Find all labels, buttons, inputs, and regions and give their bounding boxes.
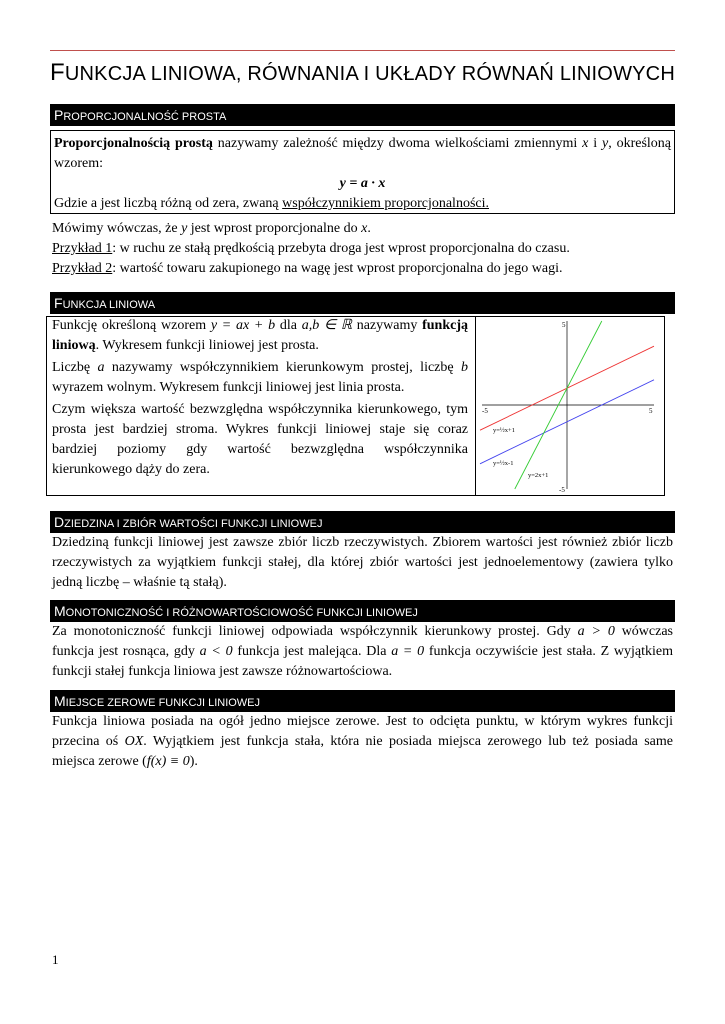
graph-svg	[476, 317, 663, 494]
series-label-2: y=½x-1	[493, 460, 514, 467]
tick-left: -5	[482, 407, 488, 415]
linear-function-text	[52, 316, 468, 480]
page-number: 1	[52, 952, 59, 967]
lf-para-3: Czym większa wartość bezwzględna współczynnika kierunkowego, tym prosta jest bardziej stroma. Wykres funkcji liniowej staje się coraz bardziej poziomy gdy wartość bezwzględna współczynnika kierunkowego dąży do zera.	[52, 402, 468, 477]
monotonicity-text: Za monotoniczność funkcji liniowej odpowiada współczynnik kierunkowy prostej. Gdy a > 0 wówczas funkcja jest rosnąca, gdy a < 0 funkcja jest malejąca. Dla a = 0 funkcja oczywiście jest stała. Z wyjątkiem funkcji stałej funkcja liniowa jest zawsze różnowartościowa.	[52, 624, 674, 679]
section-heading-monotonicznosc: MONOTONICZNOŚĆ I RÓŻNOWARTOŚCIOWOŚĆ FUNKCJI LINIOWEJ	[50, 600, 675, 622]
lf-para-1: Funkcję określoną wzorem y = ax + b dla a,b ∈ ℝ nazywamy funkcją liniową. Wykresem funkcji liniowej jest prosta.	[52, 318, 468, 353]
example-2: Przykład 2: wartość towaru zakupionego na wagę jest wprost proporcjonalna do jego wagi.	[52, 261, 563, 276]
definition-text: Proporcjonalnością prostą nazywamy zależność między dwoma wielkościami zmiennymi x i y, określoną wzorem: y = a · x Gdzie a jest liczbą różną od zera, zwaną współczynnikiem proporcjonalności.	[54, 136, 672, 211]
tick-top: 5	[562, 321, 566, 329]
tick-right: 5	[649, 407, 653, 415]
page-title: FUNKCJA LINIOWA, RÓWNANIA I UKŁADY RÓWNAŃ LINIOWYCH	[50, 59, 675, 86]
proportional-statement: Mówimy wówczas, że y jest wprost proporcjonalne do x.	[52, 221, 371, 236]
zero-text: Funkcja liniowa posiada na ogół jedno miejsce zerowe. Jest to odcięta punktu, w którym wykres funkcji przecina oś OX. Wyjątkiem jest funkcja stała, która nie posiada miejsca zerowego lub też posiada same miejsca zerowe (f(x) ≡ 0).	[52, 714, 673, 769]
series-label-1: y=½x+1	[493, 427, 515, 434]
section-heading-funkcja-liniowa: FUNKCJA LINIOWA	[50, 292, 675, 314]
tick-bottom: -5	[559, 486, 565, 494]
series-label-3: y=2x+1	[528, 472, 549, 479]
formula: y = a · x	[339, 176, 386, 191]
lf-para-2: Liczbę a nazywamy współczynnikiem kierunkowym prostej, liczbę b wyrazem wolnym. Wykresem funkcji liniowej jest linia prosta.	[52, 360, 468, 395]
example-1: Przykład 1: w ruchu ze stałą prędkością przebyta droga jest wprost proporcjonalna do czasu.	[52, 241, 570, 256]
header-rule	[50, 50, 675, 51]
section-heading-dziedzina: DZIEDZINA I ZBIÓR WARTOŚCI FUNKCJI LINIOWEJ	[50, 511, 675, 533]
section-heading-miejsce-zerowe: MIEJSCE ZEROWE FUNKCJI LINIOWEJ	[50, 690, 675, 712]
domain-text: Dziedziną funkcji liniowej jest zawsze zbiór liczb rzeczywistych. Zbiorem wartości jest również zbiór liczb rzeczywistych za wyjątkiem funkcji stałej, dla której zbiór wartości jest jednoelementowy (zawiera tylko jedną liczbę – właśnie tą stałą).	[52, 535, 673, 590]
linear-function-graph	[476, 317, 663, 494]
section-heading-proporcjonalnosc: PROPORCJONALNOŚĆ PROSTA	[50, 104, 675, 126]
